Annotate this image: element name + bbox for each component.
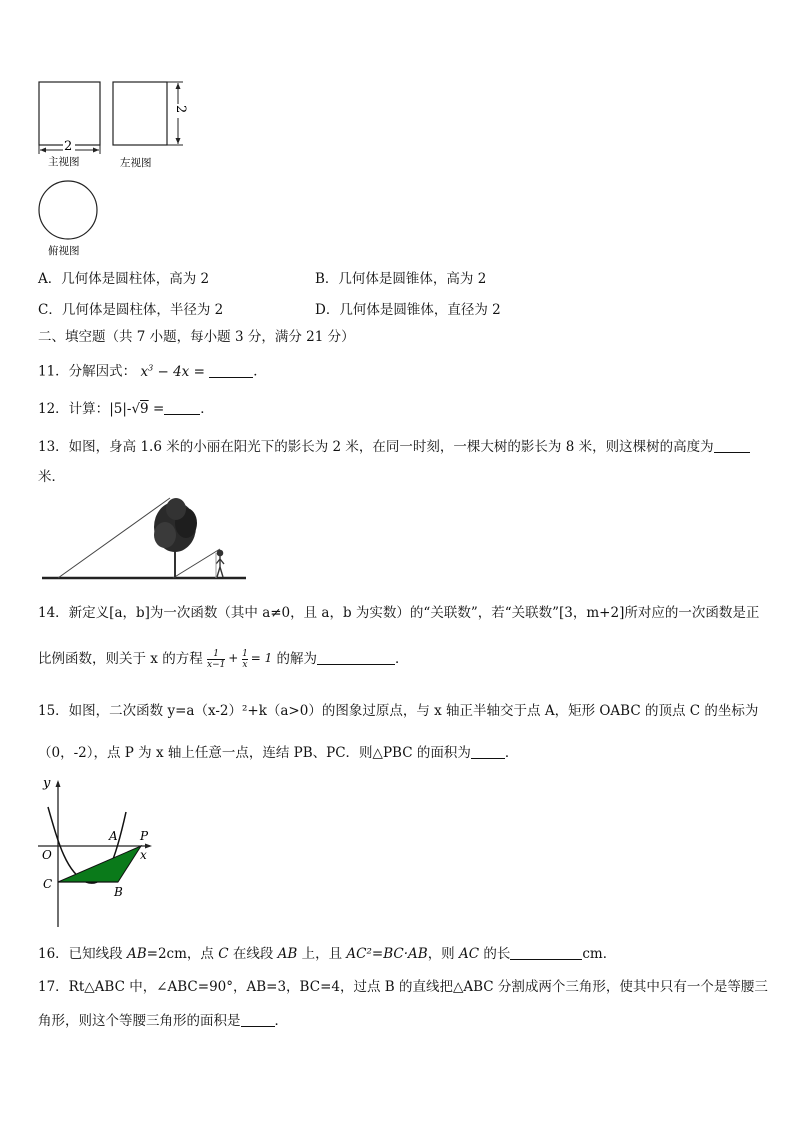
triangle-pbc <box>58 846 141 882</box>
choice-c[interactable]: C．几何体是圆柱体，半径为 2 <box>38 302 224 318</box>
front-view-dimension: 2 <box>64 139 73 154</box>
point-a-label: A <box>109 829 118 843</box>
question-15-line1: 15．如图，二次函数 y=a（x-2）²+k（a>0）的图象过原点，与 x 轴正半轴交于点 A，矩形 OABC 的顶点 C 的坐标为 <box>38 703 759 719</box>
q12-answer-blank[interactable] <box>164 400 200 415</box>
q13-answer-blank[interactable] <box>714 438 750 453</box>
point-b-label: B <box>114 885 123 899</box>
front-view-square <box>39 82 100 145</box>
q16-mid5: 的长 <box>479 946 511 962</box>
left-view-dimension: 2 <box>173 105 188 114</box>
sqrt-symbol: √ <box>131 401 141 417</box>
q12-equals: = <box>152 401 165 417</box>
q15-end: ． <box>504 745 519 761</box>
front-view-label: 主视图 <box>48 156 80 168</box>
q16-ab: AB <box>126 946 147 962</box>
q17-answer-blank[interactable] <box>241 1012 275 1027</box>
question-14-line1: 14．新定义[a，b]为一次函数（其中 a≠0，且 a，b 为实数）的“关联数”，若“关联数”[3，m+2]所对应的一次函数是正 <box>38 605 760 621</box>
q16-answer-blank[interactable] <box>510 945 582 960</box>
top-view-label: 俯视图 <box>48 245 80 257</box>
tree-shadow-figure <box>38 495 250 590</box>
q14-prefix: 比例函数，则关于 x 的方程 <box>38 651 203 667</box>
left-view-label: 左视图 <box>120 157 152 169</box>
question-13-line1 <box>38 437 750 457</box>
question-11 <box>38 358 267 382</box>
q14-end: ． <box>395 651 409 667</box>
question-14-line2 <box>38 649 409 670</box>
question-17-line2 <box>38 1011 288 1031</box>
q13-text: 13．如图，身高 1.6 米的小丽在阳光下的影长为 2 米，在同一时刻，一棵大树的影长为 8 米，则这棵树的高度为 <box>38 439 714 455</box>
q16-unit: cm． <box>582 946 617 962</box>
q16-ab2: AB <box>277 946 298 962</box>
q11-suffix: ． <box>253 363 267 380</box>
question-12: 12．计算：|5|-√9 = ． <box>38 401 214 417</box>
choice-a[interactable]: A．几何体是圆柱体，高为 2 <box>38 271 210 287</box>
point-p-label: P <box>140 829 149 843</box>
three-views-figure <box>30 76 200 266</box>
question-16 <box>38 944 616 964</box>
choice-d[interactable]: D．几何体是圆锥体，直径为 2 <box>315 302 501 318</box>
q17-end: ． <box>274 1013 288 1029</box>
question-17-line1: 17．Rt△ABC 中，∠ABC=90°，AB=3，BC=4，过点 B 的直线把△ABC 分割成两个三角形，使其中只有一个是等腰三 <box>38 979 768 995</box>
q16-mid3: 上，且 <box>297 946 347 962</box>
question-15-line2 <box>38 743 518 763</box>
q16-mid1: =2cm，点 <box>146 946 219 962</box>
q14-suffix: 的解为 <box>276 651 318 667</box>
q16-ac: AC <box>458 946 480 962</box>
q12-abs: |5| <box>109 401 127 417</box>
q12-prefix: 12．计算： <box>38 401 110 417</box>
q16-relation: AC²=BC·AB <box>346 946 428 962</box>
q15-text: （0，-2），点 P 为 x 轴上任意一点，连结 PB、PC．则△PBC 的面积为 <box>38 745 471 761</box>
person-figure <box>216 550 224 577</box>
question-13-line2: 米． <box>38 469 65 485</box>
point-c-label: C <box>43 877 53 891</box>
q14-equation: $\frac{1}{x-1}$ + $\frac{1}{x}$ = 1 <box>207 649 273 670</box>
q16-c: C <box>218 946 229 962</box>
q12-suffix: ． <box>200 401 214 417</box>
sun-ray-tree <box>58 498 170 578</box>
q11-answer-blank[interactable] <box>209 363 253 378</box>
q11-expression: $x^3 - 4x$ = <box>140 363 205 380</box>
q14-answer-blank[interactable] <box>317 650 395 665</box>
q15-answer-blank[interactable] <box>471 744 505 759</box>
choice-b[interactable]: B．几何体是圆锥体，高为 2 <box>315 271 487 287</box>
parabola-graph <box>36 772 156 932</box>
origin-label: O <box>42 848 52 862</box>
y-axis-label: y <box>43 776 51 791</box>
q12-radicand: 9 <box>140 401 149 417</box>
q16-mid2: 在线段 <box>228 946 278 962</box>
q11-prefix: 11．分解因式： <box>38 363 137 380</box>
top-view-circle <box>39 181 97 239</box>
q16-mid4: ，则 <box>427 946 459 962</box>
sun-ray-person <box>173 549 220 578</box>
tree-foliage <box>154 498 197 552</box>
x-axis-label: x <box>140 848 147 862</box>
section-title: 二、填空题（共 7 小题，每小题 3 分，满分 21 分） <box>38 329 355 345</box>
q16-prefix: 16．已知线段 <box>38 946 127 962</box>
q17-text: 角形，则这个等腰三角形的面积是 <box>38 1013 241 1029</box>
left-view-square <box>113 82 167 145</box>
